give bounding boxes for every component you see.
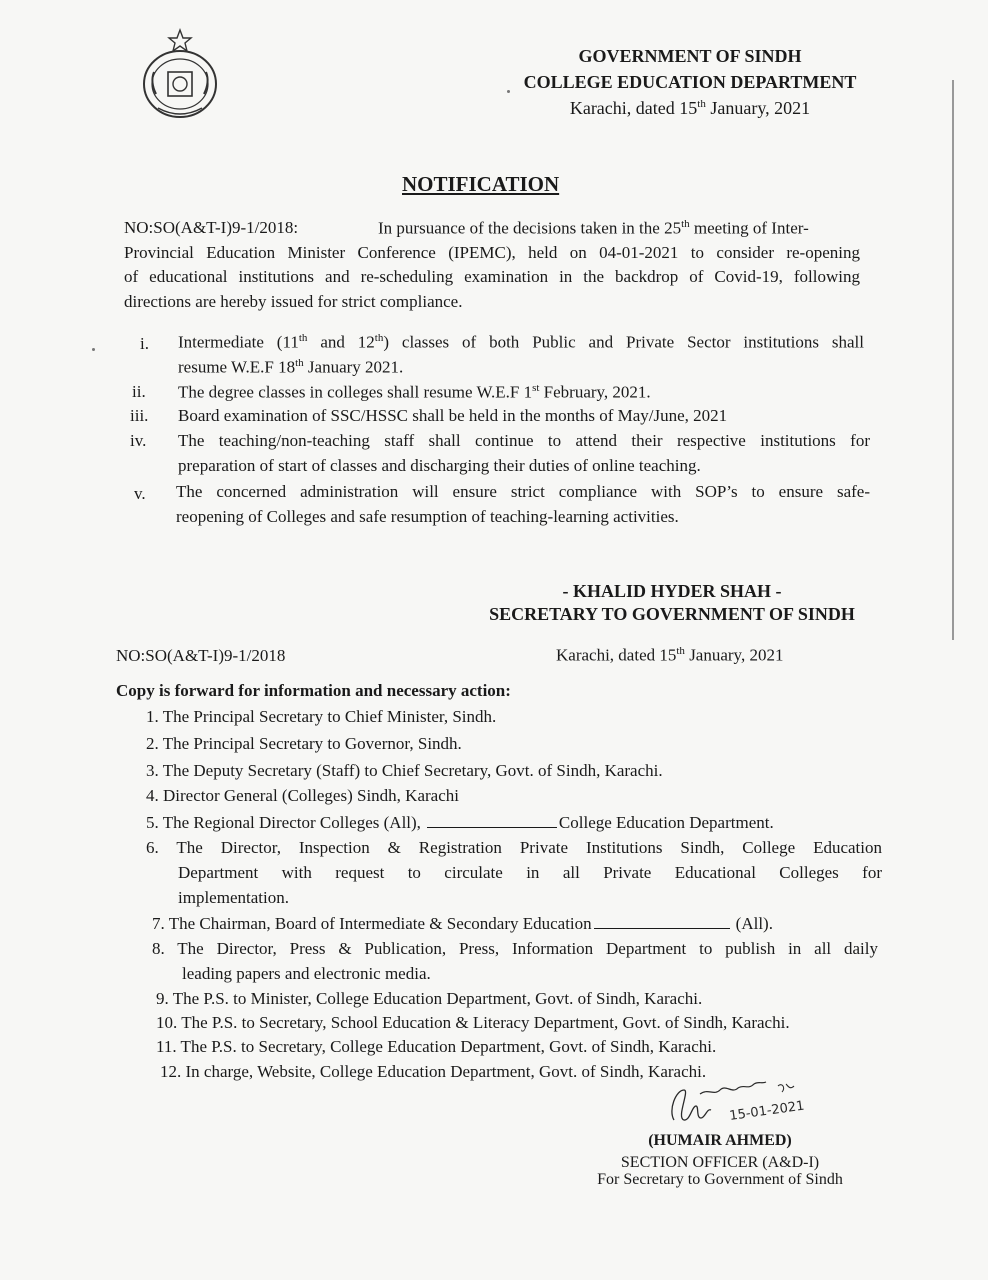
direction-num-ii: ii. [132, 382, 146, 401]
copy-item-12: 12. In charge, Website, College Education Department, Govt. of Sindh, Karachi. [160, 1062, 707, 1081]
copy-item-7: 7. The Chairman, Board of Intermediate & Secondary Education (All). [152, 914, 773, 933]
header-department: COLLEGE EDUCATION DEPARTMENT [523, 72, 857, 92]
copy-heading: Copy is forward for information and necessary action: [116, 681, 511, 700]
direction-iv-line-1: The teaching/non-teaching staff shall continue to attend their respective institutions for [178, 431, 870, 450]
header-date: Karachi, dated 15th January, 2021 [569, 98, 811, 118]
intro-line-4: directions are hereby issued for strict compliance. [124, 292, 463, 311]
direction-num-iii: iii. [130, 406, 149, 425]
copy-item-6-line-2: Department with request to circulate in all Private Educational Colleges for [178, 863, 882, 882]
copy-item-8-line-1: 8. The Director, Press & Publication, Press, Information Department to publish in all daily [152, 939, 878, 958]
header-government: GOVERNMENT OF SINDH [578, 46, 802, 66]
direction-iv-line-2: preparation of start of classes and discharging their duties of online teaching. [178, 456, 701, 475]
intro-ref: NO:SO(A&T-I)9-1/2018: [124, 218, 299, 237]
direction-v-line-2: reopening of Colleges and safe resumption of teaching-learning activities. [176, 507, 679, 526]
intro-line-3: of educational institutions and re-scheduling examination in the backdrop of Covid-19, following [124, 267, 860, 286]
copy-item-6-line-3: implementation. [178, 888, 289, 907]
direction-num-i: i. [140, 334, 149, 353]
direction-num-v: v. [134, 484, 146, 503]
copy-item-11: 11. The P.S. to Secretary, College Education Department, Govt. of Sindh, Karachi. [156, 1037, 717, 1056]
intro-line-1: In pursuance of the decisions taken in the 25th meeting of Inter- [378, 218, 809, 238]
copy-item-4: 4. Director General (Colleges) Sindh, Karachi [146, 786, 459, 805]
intro-line-2: Provincial Education Minister Conference (IPEMC), held on 04-01-2021 to consider re-opening [124, 243, 860, 262]
scan-edge-line [952, 80, 954, 640]
page-title: NOTIFICATION [402, 172, 560, 196]
copy-item-1: 1. The Principal Secretary to Chief Minister, Sindh. [146, 707, 497, 726]
direction-v-line-1: The concerned administration will ensure strict compliance with SOP’s to ensure safe- [176, 482, 870, 501]
copy-item-3: 3. The Deputy Secretary (Staff) to Chief Secretary, Govt. of Sindh, Karachi. [146, 761, 663, 780]
section-officer-for: For Secretary to Government of Sindh [597, 1171, 843, 1188]
copy-item-6-line-1: 6. The Director, Inspection & Registration Private Institutions Sindh, College Education [146, 838, 882, 857]
copy-item-8-line-2: leading papers and electronic media. [182, 964, 431, 983]
copy-item-2: 2. The Principal Secretary to Governor, Sindh. [146, 734, 462, 753]
copy-ref: NO:SO(A&T-I)9-1/2018 [116, 646, 286, 665]
signatory-designation: SECRETARY TO GOVERNMENT OF SINDH [489, 604, 855, 624]
signatory-name: - KHALID HYDER SHAH - [562, 581, 782, 601]
scan-speck [507, 90, 510, 93]
handwritten-signature-icon [660, 1080, 840, 1130]
government-of-sindh-seal-icon [140, 28, 220, 120]
direction-i-line-2: resume W.E.F 18th January 2021. [178, 357, 404, 377]
direction-ii: The degree classes in colleges shall resume W.E.F 1st February, 2021. [178, 382, 651, 402]
copy-item-5: 5. The Regional Director Colleges (All), College Education Department. [146, 813, 774, 832]
svg-text:15-01-2021: 15-01-2021 [728, 1098, 806, 1124]
copy-item-10: 10. The P.S. to Secretary, School Education & Literacy Department, Govt. of Sindh, Karachi. [156, 1013, 790, 1032]
direction-i-line-1: Intermediate (11th and 12th) classes of both Public and Private Sector institutions shall [178, 332, 864, 352]
copy-date: Karachi, dated 15th January, 2021 [556, 645, 784, 665]
scan-speck [92, 348, 95, 351]
section-officer-designation: SECTION OFFICER (A&D-I) [620, 1154, 820, 1171]
direction-num-iv: iv. [130, 431, 147, 450]
section-officer-name: (HUMAIR AHMED) [648, 1132, 792, 1149]
direction-iii: Board examination of SSC/HSSC shall be held in the months of May/June, 2021 [178, 406, 728, 425]
copy-item-9: 9. The P.S. to Minister, College Education Department, Govt. of Sindh, Karachi. [156, 989, 703, 1008]
